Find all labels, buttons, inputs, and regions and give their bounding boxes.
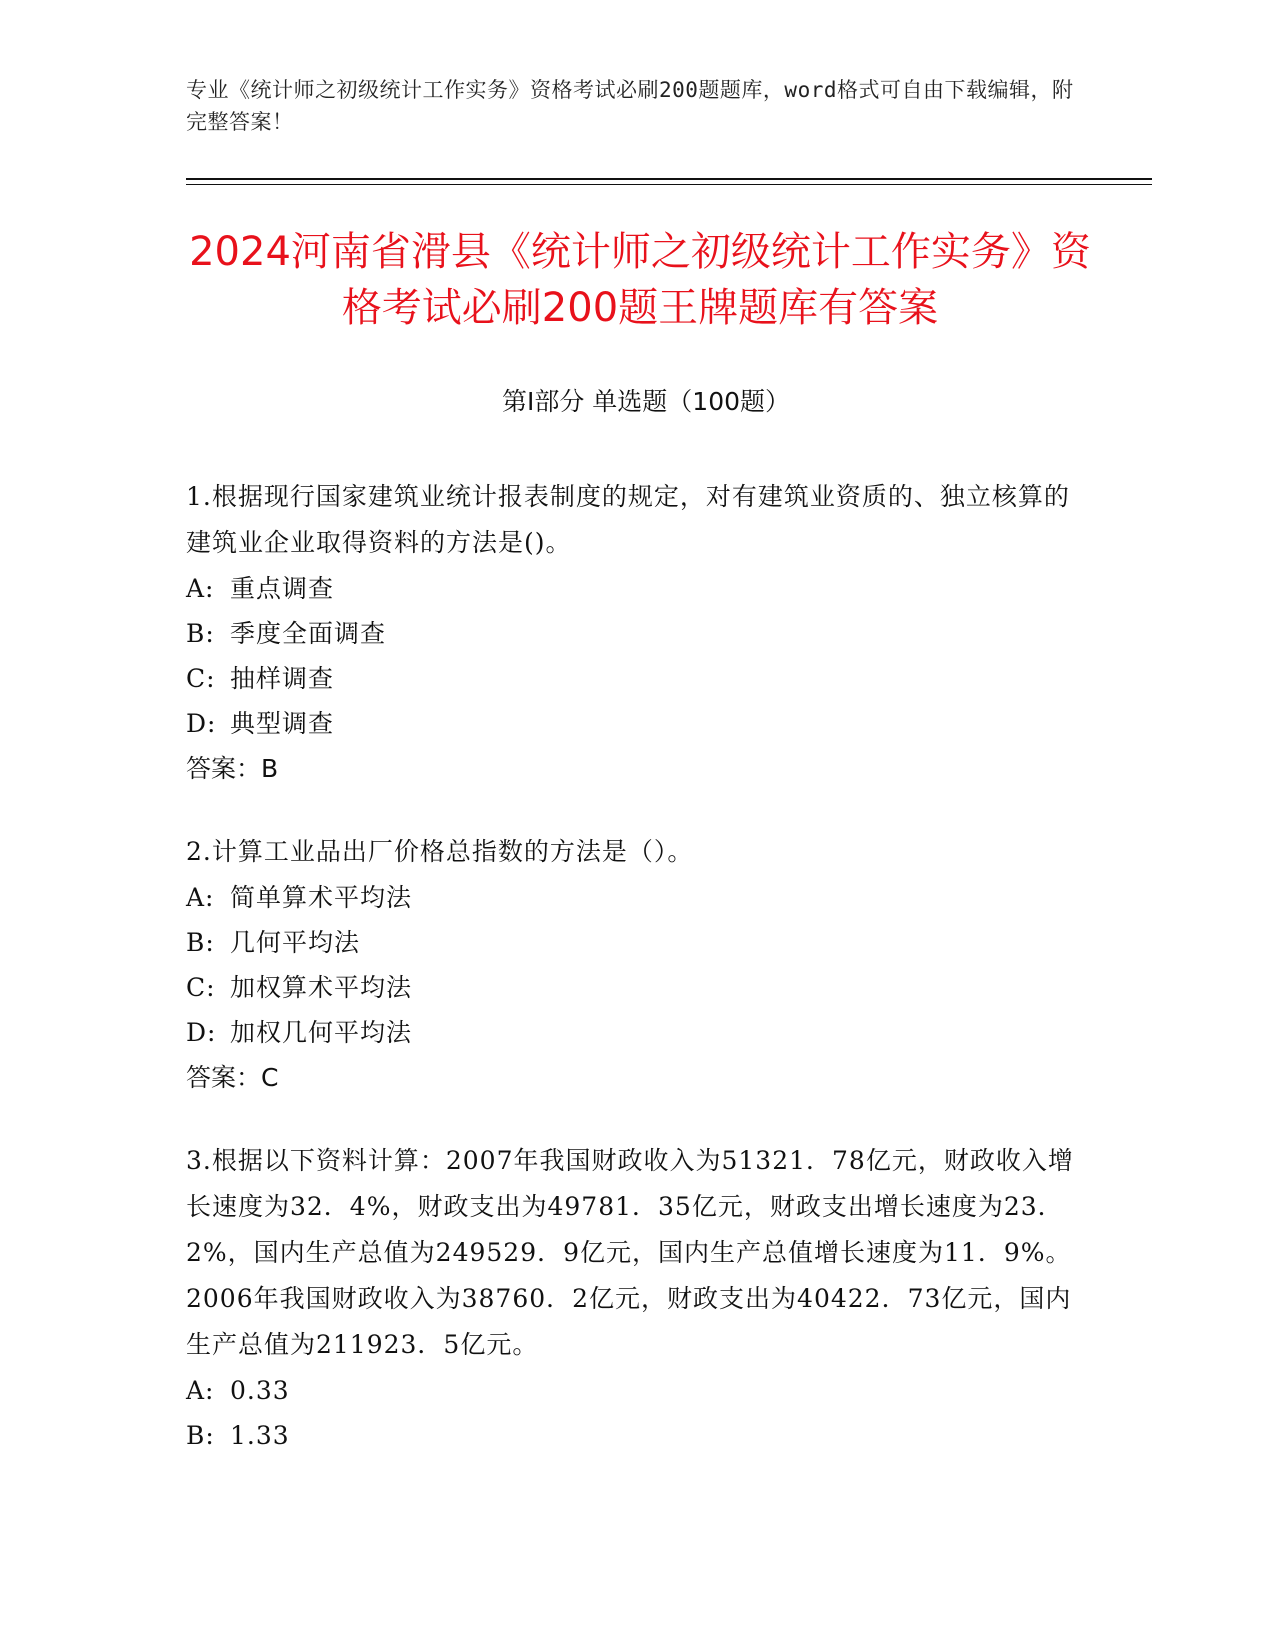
option-text: 加权算术平均法 xyxy=(230,973,413,1002)
question-2 xyxy=(186,829,1076,1101)
option-text: 0.33 xyxy=(230,1376,290,1405)
option-text: 简单算术平均法 xyxy=(230,883,413,912)
option-text: 典型调查 xyxy=(230,709,335,738)
header-divider-thin xyxy=(186,184,1152,185)
option-letter: D: xyxy=(186,1018,217,1047)
option-text: 加权几何平均法 xyxy=(230,1018,413,1047)
answer: 答案：C xyxy=(186,1063,279,1092)
option-b xyxy=(186,611,1076,656)
option-c xyxy=(186,965,1076,1010)
option-letter: C: xyxy=(186,664,216,693)
header-note: 专业《统计师之初级统计工作实务》资格考试必刷200题题库，word格式可自由下载编辑，附完整答案！ xyxy=(186,78,1074,134)
option-letter: B: xyxy=(186,928,215,957)
answer: 答案：B xyxy=(186,754,279,783)
option-letter: A: xyxy=(186,574,215,603)
option-d xyxy=(186,1010,1076,1055)
option-text: 重点调查 xyxy=(230,574,335,603)
header-divider-thick xyxy=(186,178,1152,180)
option-text: 1.33 xyxy=(230,1421,290,1450)
option-a xyxy=(186,566,1076,611)
question-text: 3.根据以下资料计算：2007年我国财政收入为51321．78亿元，财政收入增长速度为32．4%，财政支出为49781．35亿元，财政支出增长速度为23．2%，国内生产总值为249529．9亿元，国内生产总值增长速度为11．9%。2006年我国财政收入为38760．2亿元，财政支出为40422．73亿元，国内生产总值为211923．5亿元。 xyxy=(186,1146,1074,1359)
option-text: 季度全面调查 xyxy=(230,619,387,648)
section-heading: 第Ⅰ部分 单选题（100题） xyxy=(501,387,791,416)
option-letter: A: xyxy=(186,883,215,912)
option-letter: A: xyxy=(186,1376,215,1405)
question-text: 1.根据现行国家建筑业统计报表制度的规定，对有建筑业资质的、独立核算的建筑业企业取得资料的方法是()。 xyxy=(186,482,1070,557)
option-letter: B: xyxy=(186,619,215,648)
question-3 xyxy=(186,1138,1076,1458)
question-list xyxy=(186,474,1076,1495)
option-text: 几何平均法 xyxy=(230,928,361,957)
option-b xyxy=(186,920,1076,965)
option-letter: D: xyxy=(186,709,217,738)
option-letter: B: xyxy=(186,1421,215,1450)
option-c xyxy=(186,656,1076,701)
document-title: 2024河南省滑县《统计师之初级统计工作实务》资格考试必刷200题王牌题库有答案 xyxy=(189,229,1091,331)
question-1 xyxy=(186,474,1076,792)
option-text: 抽样调查 xyxy=(230,664,335,693)
option-letter: C: xyxy=(186,973,216,1002)
option-b xyxy=(186,1413,1076,1458)
question-text: 2.计算工业品出厂价格总指数的方法是（）。 xyxy=(186,837,694,866)
option-d xyxy=(186,701,1076,746)
option-a xyxy=(186,1368,1076,1413)
option-a xyxy=(186,875,1076,920)
